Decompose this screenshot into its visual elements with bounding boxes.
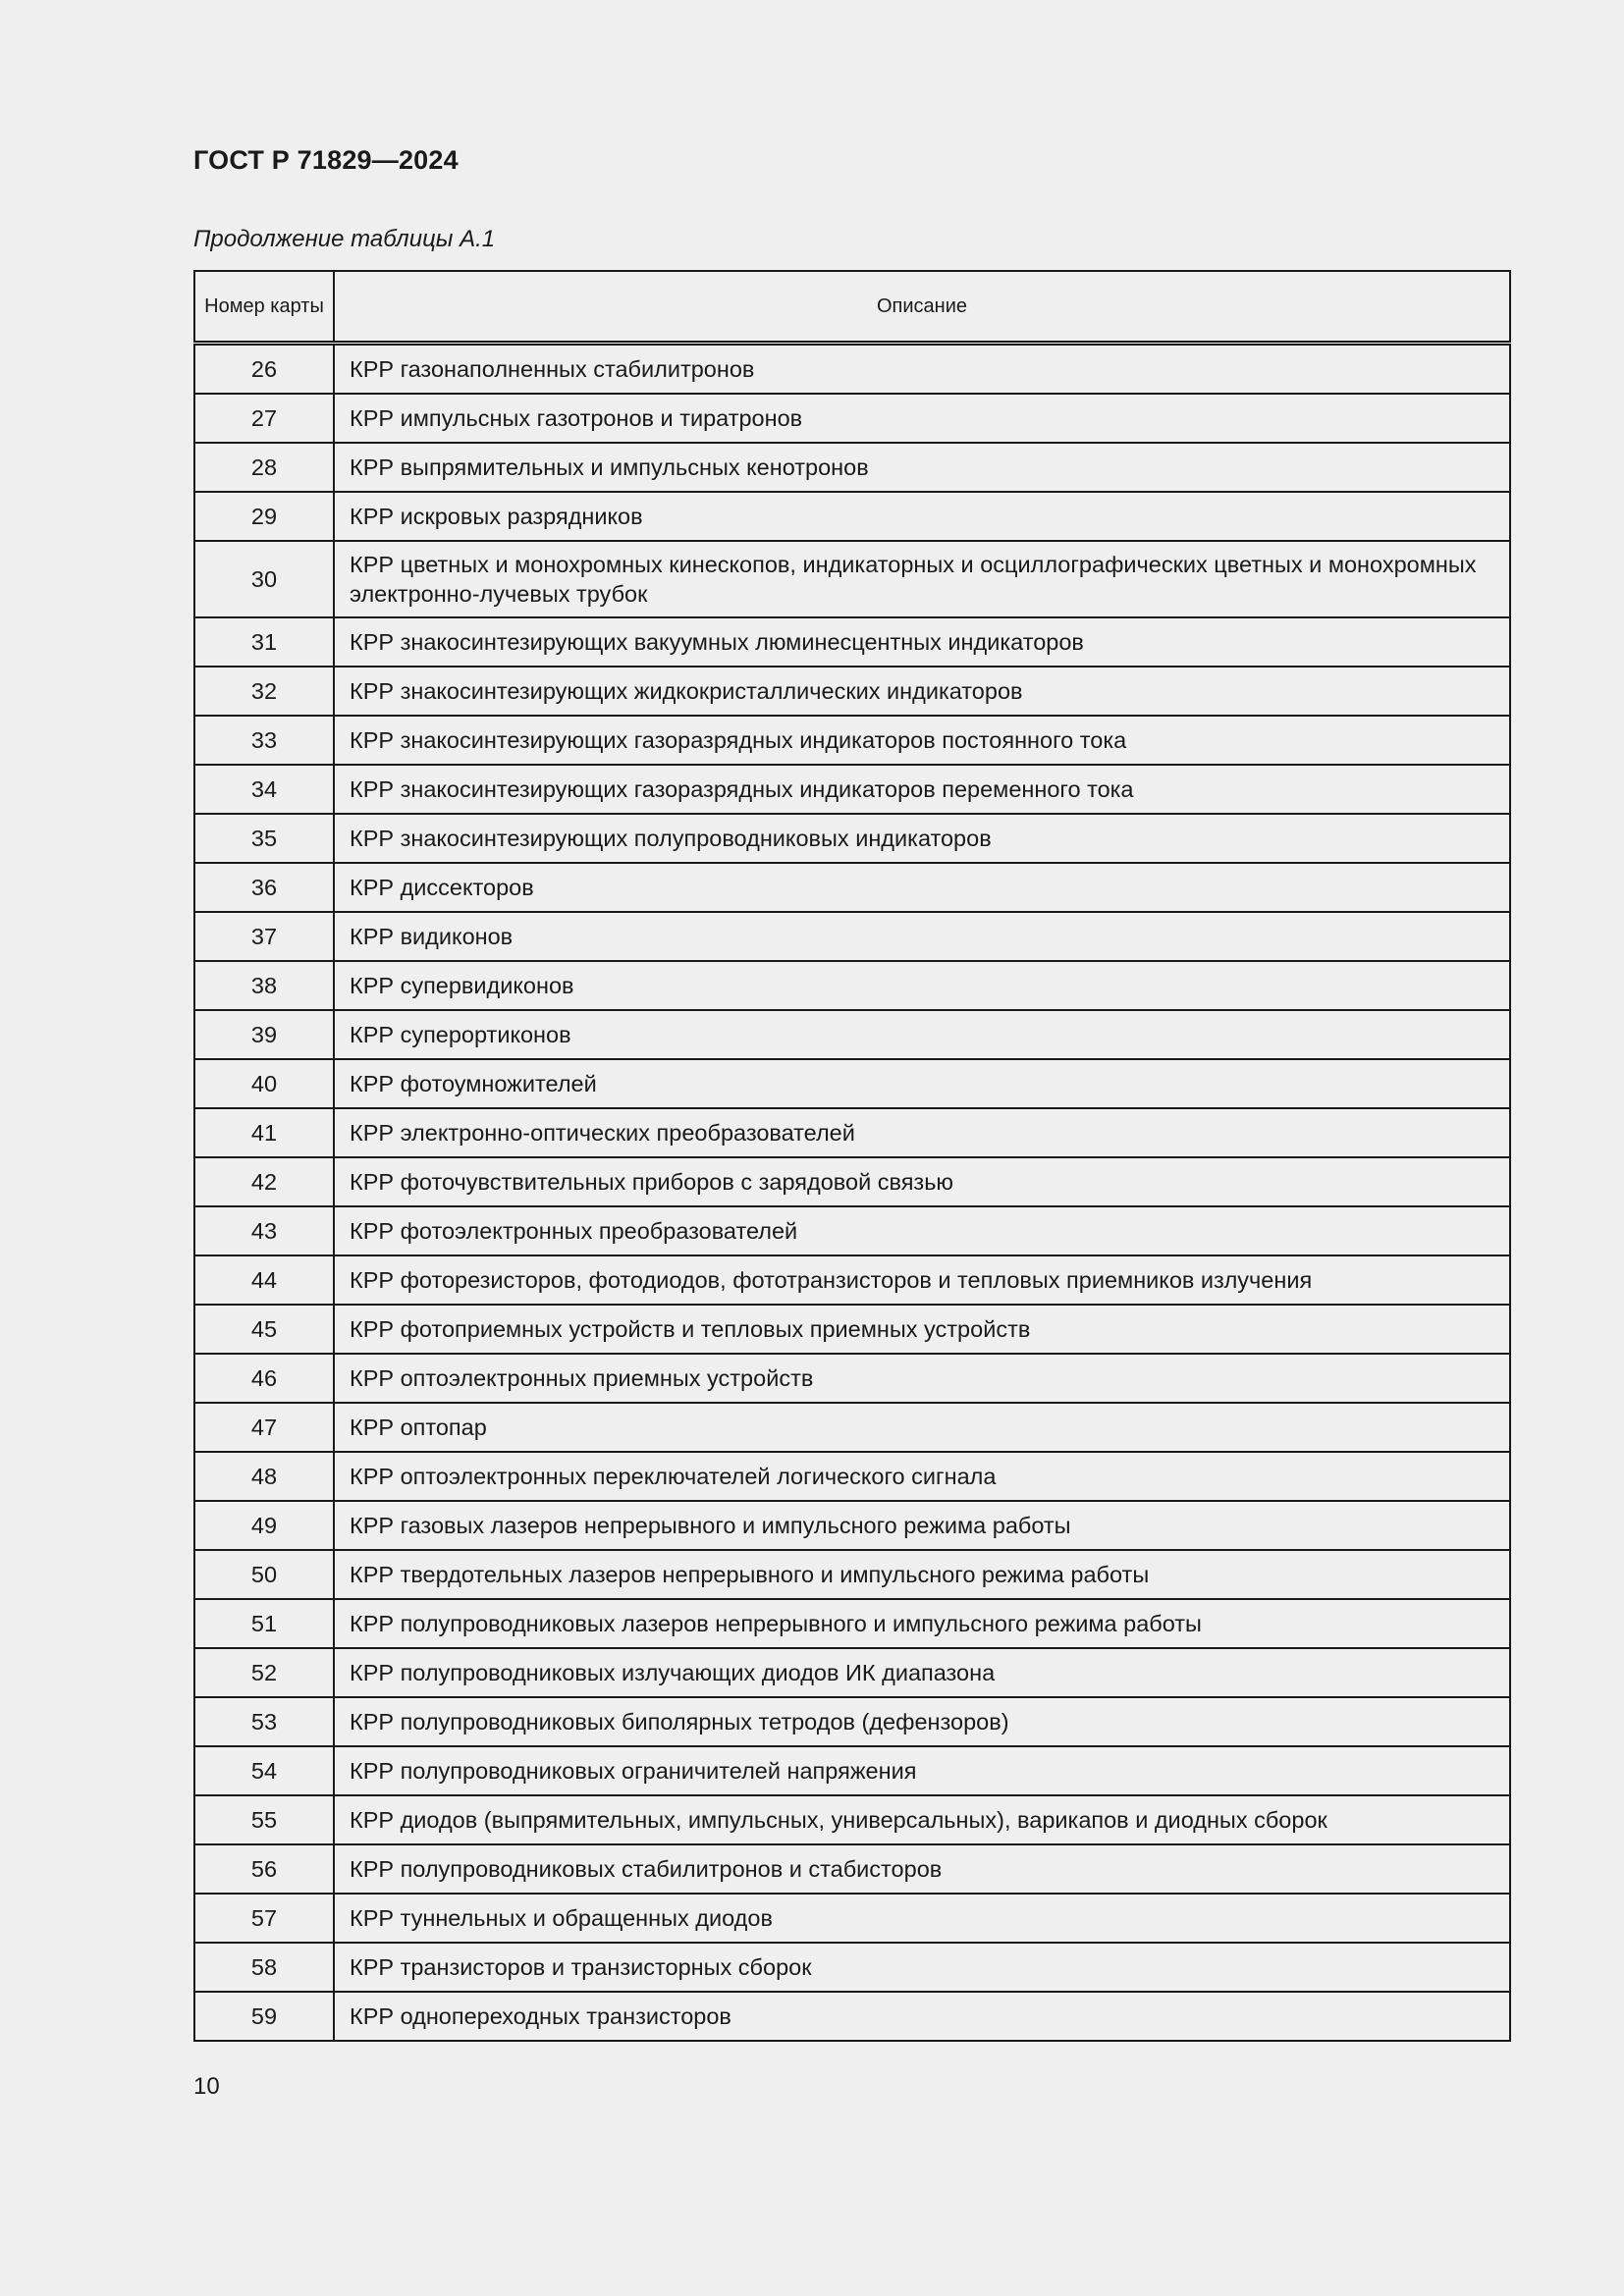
card-number-cell: 31 — [194, 617, 334, 667]
table-row — [194, 1255, 1510, 1305]
card-description-cell: КРР газонаполненных стабилитронов — [334, 344, 1510, 395]
table-body — [194, 344, 1510, 2042]
card-description-cell: КРР фотоумножителей — [334, 1059, 1510, 1108]
table-row — [194, 617, 1510, 667]
card-description-cell: КРР диссекторов — [334, 863, 1510, 912]
card-description-cell: КРР полупроводниковых стабилитронов и стабисторов — [334, 1844, 1510, 1894]
card-description-cell: КРР оптоэлектронных переключателей логического сигнала — [334, 1452, 1510, 1501]
column-header-description: Описание — [334, 271, 1510, 344]
card-description-cell: КРР диодов (выпрямительных, импульсных, универсальных), варикапов и диодных сборок — [334, 1795, 1510, 1844]
card-description-cell: КРР знакосинтезирующих полупроводниковых индикаторов — [334, 814, 1510, 863]
card-description-cell: КРР искровых разрядников — [334, 492, 1510, 541]
table-row — [194, 961, 1510, 1010]
table-row — [194, 1599, 1510, 1648]
table-row — [194, 1648, 1510, 1697]
card-number-cell: 42 — [194, 1157, 334, 1206]
card-number-cell: 43 — [194, 1206, 334, 1255]
table-row — [194, 1305, 1510, 1354]
table-row — [194, 1795, 1510, 1844]
card-description-cell: КРР газовых лазеров непрерывного и импульсного режима работы — [334, 1501, 1510, 1550]
card-number-cell: 55 — [194, 1795, 334, 1844]
table-row — [194, 1550, 1510, 1599]
card-description-cell: КРР фотоприемных устройств и тепловых приемных устройств — [334, 1305, 1510, 1354]
table-row — [194, 716, 1510, 765]
card-number-cell: 59 — [194, 1992, 334, 2041]
card-number-cell: 29 — [194, 492, 334, 541]
card-number-cell: 54 — [194, 1746, 334, 1795]
card-number-cell: 49 — [194, 1501, 334, 1550]
table-row — [194, 1059, 1510, 1108]
card-description-cell: КРР полупроводниковых биполярных тетродов (дефензоров) — [334, 1697, 1510, 1746]
card-description-cell: КРР твердотельных лазеров непрерывного и импульсного режима работы — [334, 1550, 1510, 1599]
card-number-cell: 57 — [194, 1894, 334, 1943]
table-row — [194, 1354, 1510, 1403]
card-number-cell: 50 — [194, 1550, 334, 1599]
card-description-cell: КРР знакосинтезирующих вакуумных люминесцентных индикаторов — [334, 617, 1510, 667]
card-number-cell: 28 — [194, 443, 334, 492]
table-row — [194, 492, 1510, 541]
card-number-cell: 37 — [194, 912, 334, 961]
table-row — [194, 814, 1510, 863]
table-row — [194, 1894, 1510, 1943]
table-row — [194, 541, 1510, 617]
card-description-cell: КРР фоторезисторов, фотодиодов, фототранзисторов и тепловых приемников излучения — [334, 1255, 1510, 1305]
card-description-cell: КРР знакосинтезирующих жидкокристаллических индикаторов — [334, 667, 1510, 716]
table-row — [194, 765, 1510, 814]
card-description-cell: КРР туннельных и обращенных диодов — [334, 1894, 1510, 1943]
card-number-cell: 26 — [194, 344, 334, 395]
card-description-cell: КРР фотоэлектронных преобразователей — [334, 1206, 1510, 1255]
card-number-cell: 56 — [194, 1844, 334, 1894]
table-row — [194, 1844, 1510, 1894]
table-row — [194, 443, 1510, 492]
card-number-cell: 51 — [194, 1599, 334, 1648]
table-row — [194, 1943, 1510, 1992]
card-description-cell: КРР импульсных газотронов и тиратронов — [334, 394, 1510, 443]
card-description-cell: КРР полупроводниковых излучающих диодов ИК диапазона — [334, 1648, 1510, 1697]
card-number-cell: 46 — [194, 1354, 334, 1403]
card-description-cell: КРР знакосинтезирующих газоразрядных индикаторов переменного тока — [334, 765, 1510, 814]
table-row — [194, 1206, 1510, 1255]
table-row — [194, 1403, 1510, 1452]
card-number-cell: 45 — [194, 1305, 334, 1354]
table-row — [194, 1452, 1510, 1501]
card-number-cell: 40 — [194, 1059, 334, 1108]
card-number-cell: 36 — [194, 863, 334, 912]
card-description-cell: КРР выпрямительных и импульсных кенотронов — [334, 443, 1510, 492]
card-description-cell: КРР суперортиконов — [334, 1010, 1510, 1059]
card-number-cell: 58 — [194, 1943, 334, 1992]
card-description-cell: КРР полупроводниковых ограничителей напряжения — [334, 1746, 1510, 1795]
card-description-cell: КРР фоточувствительных приборов с зарядовой связью — [334, 1157, 1510, 1206]
card-number-cell: 34 — [194, 765, 334, 814]
column-header-number: Номер карты — [194, 271, 334, 344]
card-number-cell: 35 — [194, 814, 334, 863]
card-number-cell: 38 — [194, 961, 334, 1010]
card-description-cell: КРР транзисторов и транзисторных сборок — [334, 1943, 1510, 1992]
card-number-cell: 53 — [194, 1697, 334, 1746]
card-number-cell: 33 — [194, 716, 334, 765]
table-header — [194, 271, 1510, 344]
table-row — [194, 394, 1510, 443]
table-row — [194, 1108, 1510, 1157]
table-row — [194, 1992, 1510, 2041]
table-caption: Продолжение таблицы А.1 — [193, 226, 496, 252]
card-description-cell: КРР оптопар — [334, 1403, 1510, 1452]
table-row — [194, 863, 1510, 912]
card-description-cell: КРР видиконов — [334, 912, 1510, 961]
card-number-cell: 41 — [194, 1108, 334, 1157]
cards-table — [193, 270, 1511, 2042]
card-description-cell: КРР цветных и монохромных кинескопов, индикаторных и осциллографических цветных и монохромных электронно-лучевых трубок — [334, 541, 1510, 617]
card-description-cell: КРР знакосинтезирующих газоразрядных индикаторов постоянного тока — [334, 716, 1510, 765]
table-row — [194, 1010, 1510, 1059]
page-number: 10 — [193, 2073, 220, 2100]
card-number-cell: 27 — [194, 394, 334, 443]
card-description-cell: КРР однопереходных транзисторов — [334, 1992, 1510, 2041]
table-row — [194, 1501, 1510, 1550]
table-row — [194, 912, 1510, 961]
card-number-cell: 32 — [194, 667, 334, 716]
card-description-cell: КРР оптоэлектронных приемных устройств — [334, 1354, 1510, 1403]
table-row — [194, 1697, 1510, 1746]
card-description-cell: КРР супервидиконов — [334, 961, 1510, 1010]
card-number-cell: 47 — [194, 1403, 334, 1452]
card-number-cell: 52 — [194, 1648, 334, 1697]
table-row — [194, 667, 1510, 716]
card-number-cell: 30 — [194, 541, 334, 617]
card-number-cell: 44 — [194, 1255, 334, 1305]
table-row — [194, 344, 1510, 395]
card-number-cell: 39 — [194, 1010, 334, 1059]
card-number-cell: 48 — [194, 1452, 334, 1501]
table-row — [194, 1746, 1510, 1795]
card-description-cell: КРР полупроводниковых лазеров непрерывного и импульсного режима работы — [334, 1599, 1510, 1648]
table-row — [194, 1157, 1510, 1206]
table-header-row — [194, 271, 1510, 344]
document-header: ГОСТ Р 71829—2024 — [193, 145, 459, 175]
card-description-cell: КРР электронно-оптических преобразователей — [334, 1108, 1510, 1157]
